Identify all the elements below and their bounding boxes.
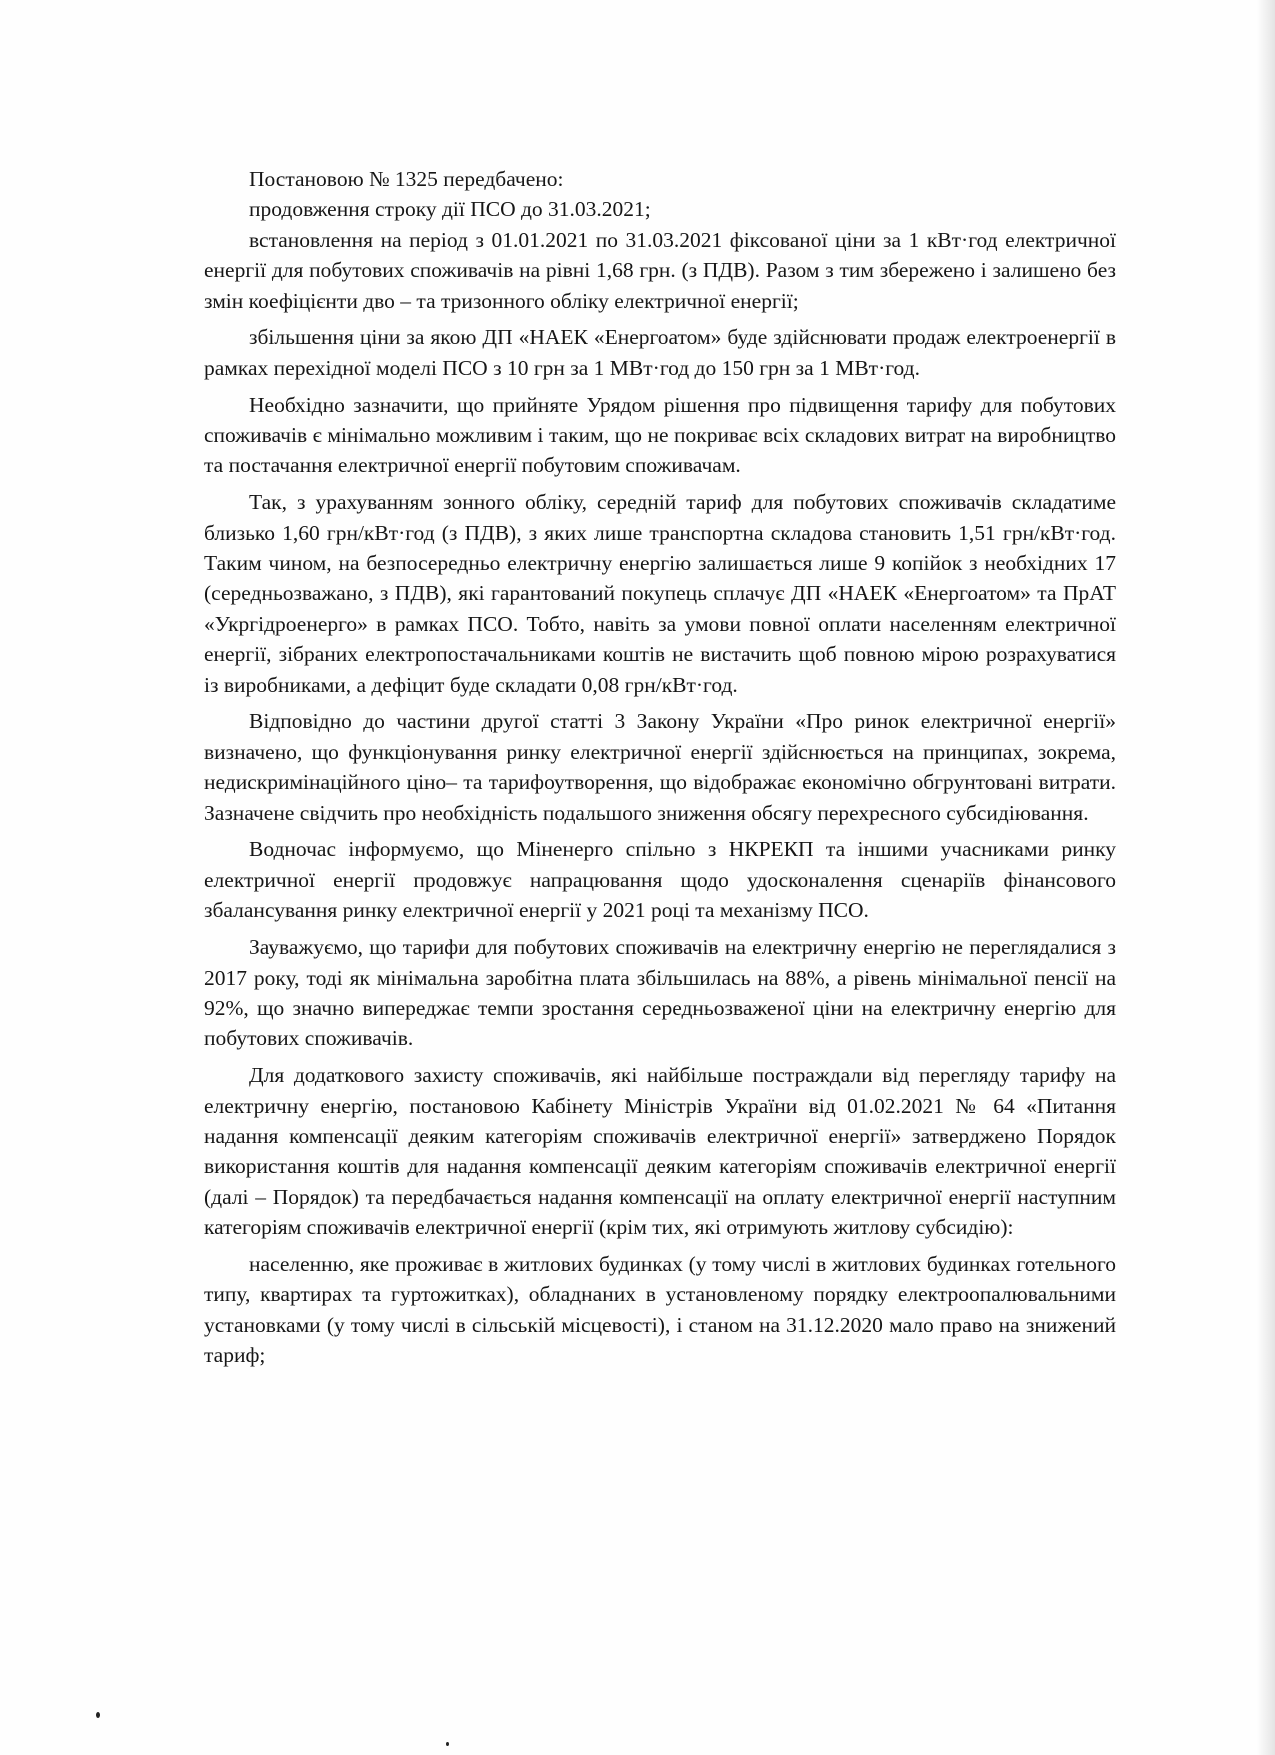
- document-body: [204, 164, 1116, 1377]
- paragraph-pso-extension: продовження строку дії ПСО до 31.03.2021;: [249, 197, 651, 222]
- paragraph-fixed-price: встановлення на період з 01.01.2021 по 31.03.2021 фіксованої ціни за 1 кВт·год електричної енергії для побутових споживачів на рівні 1,68 грн. (з ПДВ). Разом з тим збережено і залишено без змін коефіцієнти дво – та тризонного обліку електричної енергії;: [204, 227, 1116, 313]
- paragraph-intro: Постановою № 1325 передбачено:: [249, 167, 564, 191]
- paragraph-compensation: Для додаткового захисту споживачів, які найбільше постраждали від перегляду тарифу на електричну енергію, постановою Кабінету Міністрів України від 01.02.2021 № 64 «Питання надання компенсації деяким категоріям споживачів електричної енергії» затверджено Порядок використання коштів для надання компенсації деяким категоріям споживачів електричної енергії (далі – Порядок) та передбачається надання компенсації на оплату електричної енергії наступним категоріям споживачів електричної енергії (крім тих, які отримують житлову субсидію):: [204, 1063, 1116, 1240]
- paragraph-population-category: населенню, яке проживає в житлових будинках (у тому числі в житлових будинках готельного типу, квартирах та гуртожитках), обладнаних в установленому порядку електроопалювальними установками (у тому числі в сільській місцевості), і станом на 31.12.2020 мало право на знижений тариф;: [204, 1251, 1116, 1368]
- scan-edge-shadow: [1257, 0, 1275, 1755]
- scan-speck: [96, 1712, 100, 1718]
- paragraph-law-article: Відповідно до частини другої статті 3 Закону України «Про ринок електричної енергії» визначено, що функціонування ринку електричної енергії здійснюється на принципах, зокрема, недискримінаційного ціно– та тарифоутворення, що відображає економічно обгрунтовані витрати. Зазначене свідчить про необхідність подальшого зниження обсягу перехресного субсидіювання.: [204, 709, 1116, 825]
- paragraph-energoatom-price: збільшення ціни за якою ДП «НАЕК «Енергоатом» буде здійснювати продаж електроенергії в рамках перехідної моделі ПСО з 10 грн за 1 МВт·год до 150 грн за 1 МВт·год.: [204, 325, 1116, 380]
- paragraph-minimal-decision: Необхідно зазначити, що прийняте Урядом рішення про підвищення тарифу для побутових споживачів є мінімально можливим і таким, що не покриває всіх складових витрат на виробництво та постачання електричної енергії побутовим споживачам.: [204, 392, 1116, 478]
- scan-speck: [446, 1742, 449, 1746]
- paragraph-zonal-tariff: Так, з урахуванням зонного обліку, середній тариф для побутових споживачів складатиме близько 1,60 грн/кВт·год (з ПДВ), з яких лише транспортна складова становить 1,51 грн/кВт·год. Таким чином, на безпосередньо електричну енергію залишається лише 9 копійок з необхідних 17 (середньозважано, з ПДВ), які гарантований покупець сплачує ДП «НАЕК «Енергоатом» та ПрАТ «Укргідроенерго» в рамках ПСО. Тобто, навіть за умови повної оплати населенням електричної енергії, зібраних електропостачальниками коштів не вистачить щоб повною мірою розрахуватися із виробниками, а дефіцит буде складати 0,08 грн/кВт·год.: [204, 490, 1116, 697]
- paragraph-ministry-info: Водночас інформуємо, що Міненерго спільно з НКРЕКП та іншими учасниками ринку електричної енергії продовжує напрацювання щодо удосконалення сценаріїв фінансового збалансування ринку електричної енергії у 2021 році та механізму ПСО.: [204, 837, 1116, 923]
- paragraph-tariff-history: Зауважуємо, що тарифи для побутових споживачів на електричну енергію не переглядалися з 2017 року, тоді як мінімальна заробітна плата збільшилась на 88%, а рівень мінімальної пенсії на 92%, що значно випереджає темпи зростання середньозваженої ціни на електричну енергію для побутових споживачів.: [204, 935, 1116, 1051]
